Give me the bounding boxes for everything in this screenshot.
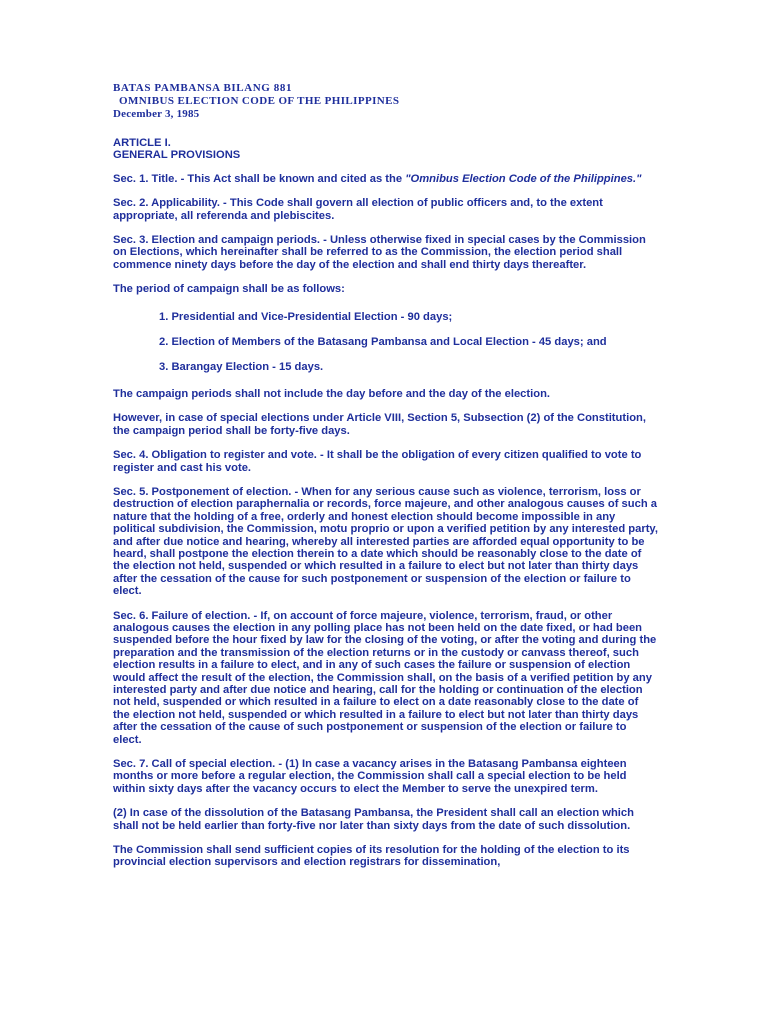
section-4-obligation: Sec. 4. Obligation to register and vote. - It shall be the obligation of every citizen qualified to vote to register and cast his vote. [113, 449, 642, 474]
document-date: December 3, 1985 [113, 108, 200, 120]
section-3-periods: Sec. 3. Election and campaign periods. - Unless otherwise fixed in special cases by the Commission on Elections, which hereinafter shall be referred to as the Commission, the election period shall commence ninety days before the day of the election and shall end thirty days thereafter. [113, 234, 646, 271]
campaign-period-intro: The period of campaign shall be as follows: [113, 283, 345, 296]
article-title: GENERAL PROVISIONS [113, 149, 241, 162]
section-7-subsection-2: (2) In case of the dissolution of the Batasang Pambansa, the President shall call an election which shall not be held earlier than forty-five nor later than sixty days from the date of such dissolution. [113, 807, 634, 832]
section-1-title [113, 173, 658, 185]
resolution-paragraph: The Commission shall send sufficient copies of its resolution for the holding of the election to its provincial election supervisors and election registrars for dissemination, [113, 844, 630, 869]
section-1-lead: Sec. 1. Title. - This Act shall be known and cited as the [113, 172, 406, 185]
campaign-item-3: 3. Barangay Election - 15 days. [159, 361, 324, 374]
document-title: BATAS PAMBANSA BILANG 881 [113, 82, 293, 94]
campaign-item-1: 1. Presidential and Vice-Presidential Election - 90 days; [159, 310, 453, 323]
article-heading [113, 137, 658, 162]
document-page [113, 82, 658, 881]
document-subtitle: OMNIBUS ELECTION CODE OF THE PHILIPPINES [119, 95, 400, 107]
section-6-failure: Sec. 6. Failure of election. - If, on account of force majeure, violence, terrorism, fraud, or other analogous causes the election in any polling place has not been held on the date fixed, or had been suspended before the hour fixed by law for the closing of the voting, or after the voting and during the preparation and the transmission of the election returns or in the custody or canvass thereof, such election results in a failure to elect, and in any of such cases the failure or suspension of election would affect the result of the election, the Commission shall, on the basis of a verified petition by any interested party and after due notice and hearing, call for the holding or continuation of the election not held, suspended or which resulted in a failure to elect on a date reasonably close to the date of the election not held, suspended or which resulted in a failure to elect but not later than thirty days after the cessation of the cause of such postponement or suspension of the election or failure to elect. [113, 609, 657, 746]
special-elections-note: However, in case of special elections under Article VIII, Section 5, Subsection (2) of the Constitution, the campaign period shall be forty-five days. [113, 412, 646, 437]
section-7-special-election: Sec. 7. Call of special election. - (1) In case a vacancy arises in the Batasang Pambansa eighteen months or more before a regular election, the Commission shall call a special election to be held within sixty days after the vacancy occurs to elect the Member to serve the unexpired term. [113, 758, 627, 795]
campaign-exclusion: The campaign periods shall not include the day before and the day of the election. [113, 387, 551, 400]
campaign-item-2: 2. Election of Members of the Batasang Pambansa and Local Election - 45 days; and [159, 336, 607, 349]
section-1-quote: "Omnibus Election Code of the Philippines." [405, 172, 642, 185]
section-5-postponement: Sec. 5. Postponement of election. - When for any serious cause such as violence, terrorism, loss or destruction of election paraphernalia or records, force majeure, and other analogous causes of such a nature that the holding of a free, orderly and honest election should become impossible in any political subdivision, the Commission, motu proprio or upon a verified petition by any interested party, and after due notice and hearing, whereby all interested parties are afforded equal opportunity to be heard, shall postpone the election therein to a date which should be reasonably close to the date of the election not held, suspended or which resulted in a failure to elect but not later than thirty days after the cessation of the cause for such postponement or suspension of the election or failure to elect. [113, 485, 658, 598]
section-2-applicability: Sec. 2. Applicability. - This Code shall govern all election of public officers and, to the extent appropriate, all referenda and plebiscites. [113, 197, 603, 222]
article-number: ARTICLE I. [113, 137, 171, 149]
document-header [113, 82, 658, 121]
